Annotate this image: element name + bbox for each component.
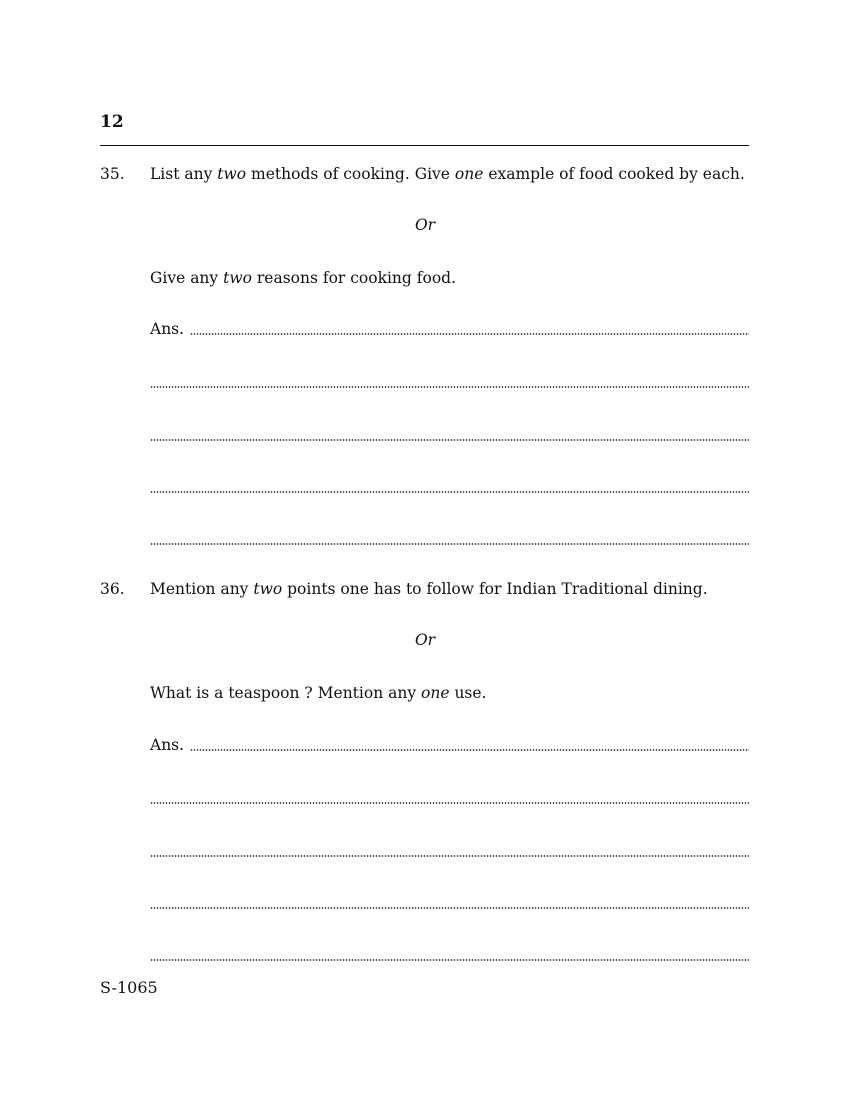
answer-line[interactable] [150, 788, 749, 808]
answer-line[interactable] [150, 529, 749, 549]
question-number: 36. [100, 580, 125, 598]
page-number: 12 [100, 112, 124, 132]
answer-line[interactable] [150, 893, 749, 913]
answer-line[interactable] [150, 372, 749, 392]
answer-line[interactable] [150, 735, 749, 755]
dotted-line [150, 491, 749, 493]
answer-line[interactable] [150, 945, 749, 965]
alternative-question-text: Give any two reasons for cooking food. [150, 269, 457, 287]
alternative-question-text: What is a teaspoon ? Mention any one use. [150, 684, 487, 702]
answer-label: Ans. [150, 736, 185, 754]
or-label: Or [414, 216, 436, 234]
dotted-line [150, 543, 749, 545]
answer-line[interactable] [150, 425, 749, 445]
question-text: Mention any two points one has to follow for Indian Traditional dining. [150, 580, 708, 598]
header-rule [100, 145, 749, 146]
dotted-line [150, 802, 749, 804]
question-text: List any two methods of cooking. Give one example of food cooked by each. [150, 165, 745, 183]
footer-code: S-1065 [100, 978, 158, 997]
dotted-line [150, 386, 749, 388]
or-label: Or [414, 631, 436, 649]
dotted-line [150, 855, 749, 857]
question-number: 35. [100, 165, 125, 183]
answer-line[interactable] [150, 477, 749, 497]
dotted-line [190, 333, 749, 335]
answer-line[interactable] [150, 319, 749, 339]
dotted-line [150, 959, 749, 961]
answer-label: Ans. [150, 320, 185, 338]
answer-line[interactable] [150, 841, 749, 861]
dotted-line [150, 907, 749, 909]
dotted-line [150, 439, 749, 441]
dotted-line [190, 749, 749, 751]
